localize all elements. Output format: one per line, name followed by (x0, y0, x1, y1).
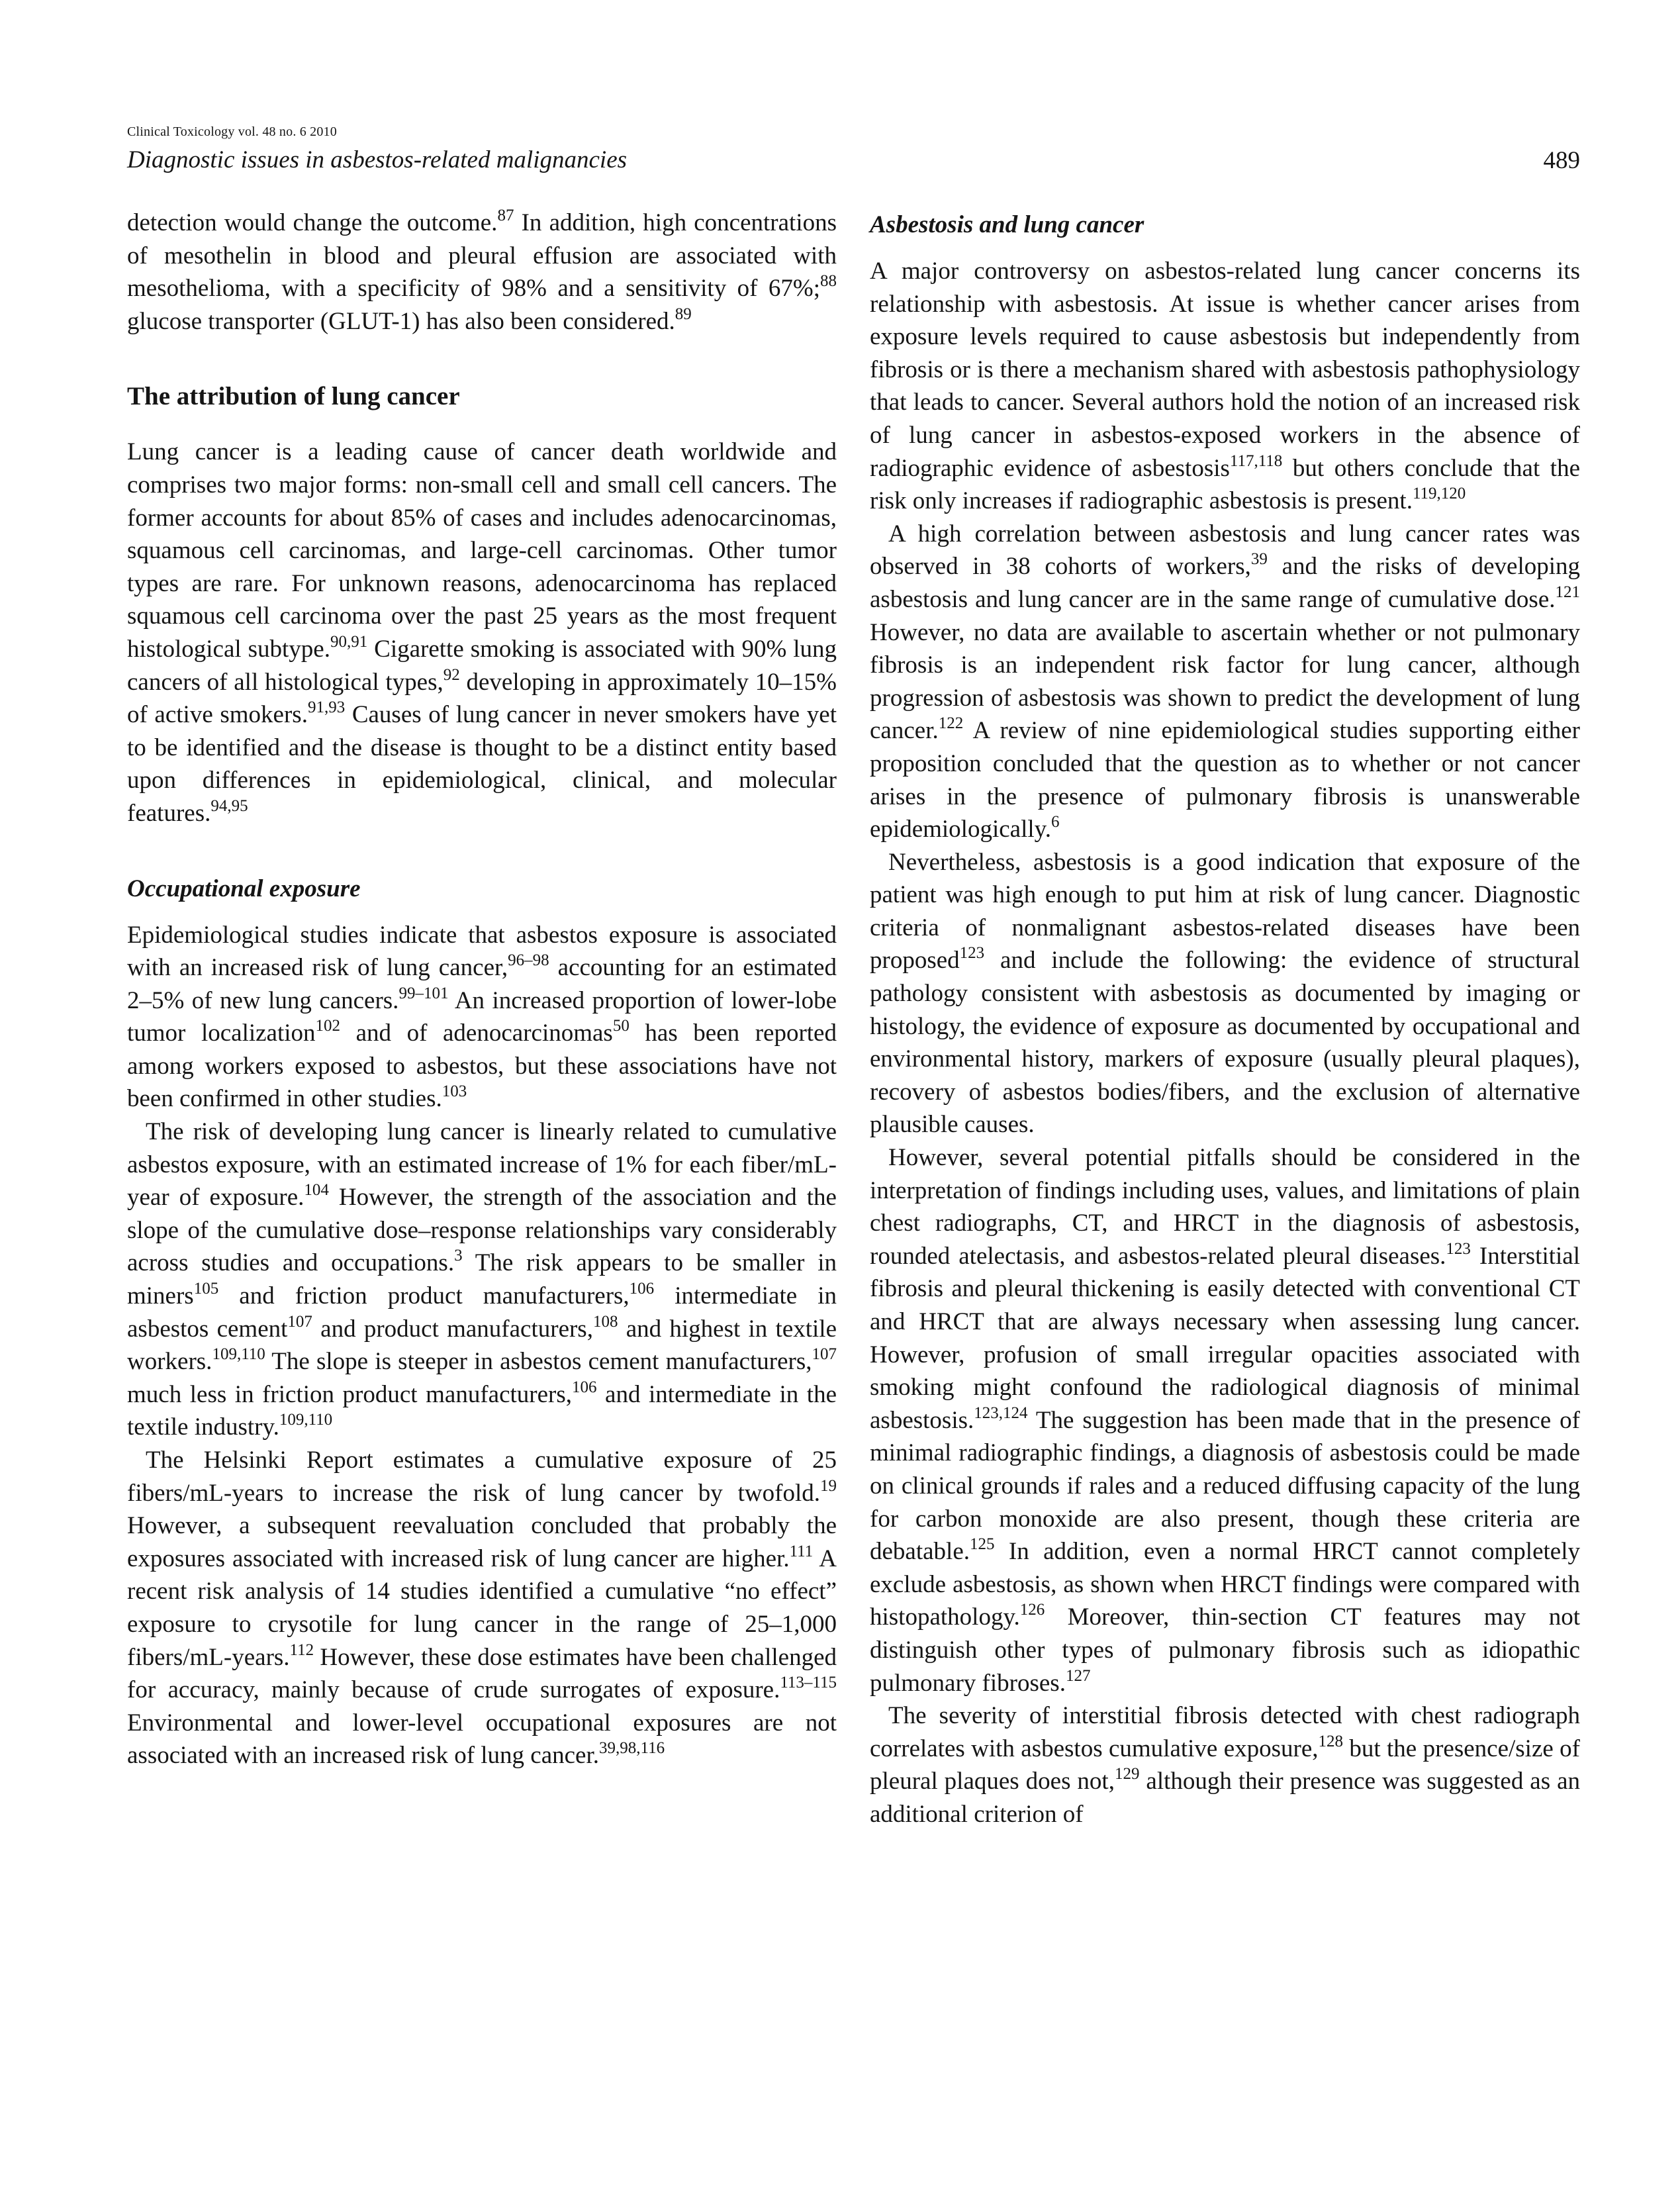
citation: 123 (959, 944, 985, 963)
paragraph: Epidemiological studies indicate that asbestos exposure is associated with an increased risk of lung cancer,$^{96-98}$ accounting for an estimated 2–5% of new lung cancers.$^{99-101}$ An increased proportion of lower-lobe tumor localization$^{102}$ and of adenocarcinomas$^{50}$ has been reported among workers exposed to asbestos, but these associations have not been confirmed in other studies.$^{103}$ (127, 921, 837, 1113)
citation: 121 (1555, 583, 1580, 601)
citation: 39,98,116 (599, 1739, 665, 1758)
citation: 102 (315, 1017, 341, 1035)
citation: 50 (612, 1017, 630, 1035)
citation: 129 (1114, 1765, 1140, 1784)
paragraph: The severity of interstitial fibrosis detected with chest radiograph correlates with asbestos cumulative exposure,$^{128}$ but the presence/size of pleural plaques does not,$^{129}$ although their presence was suggested as an additional criterion of (870, 1702, 1580, 1828)
citation: 6 (1051, 813, 1060, 832)
citation: 127 (1065, 1666, 1091, 1685)
citation: 109,110 (212, 1345, 265, 1364)
paragraph: Lung cancer is a leading cause of cancer death worldwide and comprises two major forms: non-small cell and small cell cancers. The former accounts for about 85% of cases and includes adenocarcinomas, squamous cell carcinomas, and large-cell carcinomas. Other tumor types are rare. For unknown reasons, adenocarcinoma has replaced squamous cell carcinoma over the past 25 years as the most frequent histological subtype.$^{90,91}$ Cigarette smoking is associated with 90% lung cancers of all histological types,$^{92}$ developing in approximately 10–15% of active smokers.$^{91,93}$ Causes of lung cancer in never smokers have yet to be identified and the disease is thought to be a distinct entity based upon differences in epidemiological, clinical, and molecular features.$^{94,95}$ (127, 438, 837, 827)
paragraph: The risk of developing lung cancer is linearly related to cumulative asbestos exposure, with an estimated increase of 1% for each fiber/mL-year of exposure.$^{104}$ However, the strength of the association and the slope of the cumulative dose–response relationships vary considerably across studies and occupations.$^3$ The risk appears to be smaller in miners$^{105}$ and friction product manufacturers,$^{106}$ intermediate in asbestos cement$^{107}$ and product manufacturers,$^{108}$ and highest in textile workers.$^{109,110}$ The slope is steeper in asbestos cement manufacturers,$^{107}$ much less in friction product manufacturers,$^{106}$ and intermediate in the textile industry.$^{109,110}$ (127, 1118, 837, 1441)
citation: 90,91 (330, 632, 368, 651)
citation: 112 (289, 1641, 314, 1659)
citation: 103 (442, 1082, 467, 1101)
citation: 96–98 (508, 951, 549, 970)
citation: 108 (592, 1312, 618, 1331)
citation: 104 (304, 1181, 329, 1200)
subsection-heading-asbestosis-lung-cancer: Asbestosis and lung cancer (870, 211, 1144, 238)
citation: 117,118 (1229, 452, 1283, 470)
paragraph: Nevertheless, asbestosis is a good indication that exposure of the patient was high enough to put him at risk of lung cancer. Diagnostic criteria of nonmalignant asbestos-related diseases have been proposed$^{123}$ and include the following: the evidence of structural pathology consistent with asbestosis as documented by imaging or histology, the evidence of exposure as documented by occupational and environmental history, markers of exposure (usually pleural plaques), recovery of asbestos bodies/fibers, and the exclusion of alternative plausible causes. (870, 848, 1580, 1139)
citation: 107 (287, 1312, 312, 1331)
paragraph: The Helsinki Report estimates a cumulative exposure of 25 fibers/mL-years to increase the risk of lung cancer by twofold.$^{19}$ However, a subsequent reevaluation concluded that probably the exposures associated with increased risk of lung cancer are higher.$^{111}$ A recent risk analysis of 14 studies identified a cumulative “no effect” exposure to crysotile for lung cancer in the range of 25–1,000 fibers/mL-years.$^{112}$ However, these dose estimates have been challenged for accuracy, mainly because of crude surrogates of exposure.$^{113-115}$ Environmental and lower-level occupational exposures are not associated with an increased risk of lung cancer.$^{39,98,116}$ (127, 1447, 837, 1770)
citation: 128 (1318, 1732, 1344, 1750)
citation: 3 (454, 1247, 463, 1265)
paragraph: A high correlation between asbestosis and lung cancer rates was observed in 38 cohorts of workers,$^{39}$ and the risks of developing asbestosis and lung cancer are in the same range of cumulative dose.$^{121}$ However, no data are available to ascertain whether or not pulmonary fibrosis is an independent risk factor for lung cancer, although progression of asbestosis was shown to predict the development of lung cancer.$^{122}$ A review of nine epidemiological studies supporting either proposition concluded that the question as to whether or not cancer arises in the presence of pulmonary fibrosis is unanswerable epidemiologically.$^6$ (870, 520, 1580, 843)
citation: 106 (629, 1280, 655, 1298)
right-column (870, 209, 1580, 1831)
paragraph: A major controversy on asbestos-related lung cancer concerns its relationship with asbestosis. At issue is whether cancer arises from exposure levels required to cause asbestosis but independently from fibrosis or is there a mechanism shared with asbestosis pathophysiology that leads to cancer. Several authors hold the notion of an increased risk of lung cancer in asbestos-exposed workers in the absence of radiographic evidence of asbestosis$^{117,118}$ but others conclude that the risk only increases if radiographic asbestosis is present.$^{119,120}$ (870, 258, 1580, 515)
citation: 126 (1019, 1601, 1045, 1619)
citation: 111 (789, 1542, 814, 1560)
citation: 122 (938, 714, 964, 733)
citation: 19 (820, 1476, 837, 1495)
citation: 99–101 (398, 984, 449, 1002)
citation: 106 (572, 1378, 597, 1396)
journal-citation: Clinical Toxicology vol. 48 no. 6 2010 (127, 124, 337, 139)
citation: 113–115 (780, 1674, 837, 1692)
subsection-heading-occupational-exposure: Occupational exposure (127, 875, 361, 902)
page-number: 489 (1543, 147, 1580, 174)
citation: 125 (970, 1535, 995, 1554)
citation: 94,95 (210, 796, 248, 815)
citation: 88 (820, 272, 837, 291)
citation: 119,120 (1412, 485, 1466, 503)
citation: 89 (675, 305, 692, 323)
citation: 91,93 (307, 698, 346, 717)
citation: 39 (1250, 550, 1268, 569)
citation: 107 (812, 1345, 837, 1364)
citation: 109,110 (279, 1411, 333, 1429)
citation: 123 (1446, 1239, 1471, 1258)
citation: 105 (193, 1280, 219, 1298)
running-title: Diagnostic issues in asbestos-related malignancies (127, 146, 628, 173)
left-column (127, 207, 837, 1772)
section-heading-lung-cancer: The attribution of lung cancer (127, 382, 460, 411)
citation: 92 (443, 665, 460, 684)
paragraph: detection would change the outcome.$^{87}$ In addition, high concentrations of mesothelin in blood and pleural effusion are associated with mesothelioma, with a specificity of 98% and a sensitivity of 67%;$^{88}$ glucose transporter (GLUT-1) has also been considered.$^{89}$ (127, 207, 837, 335)
citation: 87 (497, 207, 514, 224)
citation: 123,124 (974, 1404, 1028, 1422)
paragraph: However, several potential pitfalls should be considered in the interpretation of findings including uses, values, and limitations of plain chest radiographs, CT, and HRCT in the diagnosis of asbestosis, rounded atelectasis, and asbestos-related pleural diseases.$^{123}$ Interstitial fibrosis and pleural thickening is easily detected with conventional CT and HRCT that are always necessary when assessing lung cancer. However, profusion of small irregular opacities associated with smoking might confound the radiological diagnosis of minimal asbestosis.$^{123,124}$ The suggestion has been made that in the presence of minimal radiographic findings, a diagnosis of asbestosis could be made on clinical grounds if rales and a reduced diffusing capacity of the lung for carbon monoxide are also present, though these criteria are debatable.$^{125}$ In addition, even a normal HRCT cannot completely exclude asbestosis, as shown when HRCT findings were compared with histopathology.$^{126}$ Moreover, thin-section CT features may not distinguish other types of pulmonary fibrosis such as idiopathic pulmonary fibroses.$^{127}$ (870, 1144, 1580, 1697)
